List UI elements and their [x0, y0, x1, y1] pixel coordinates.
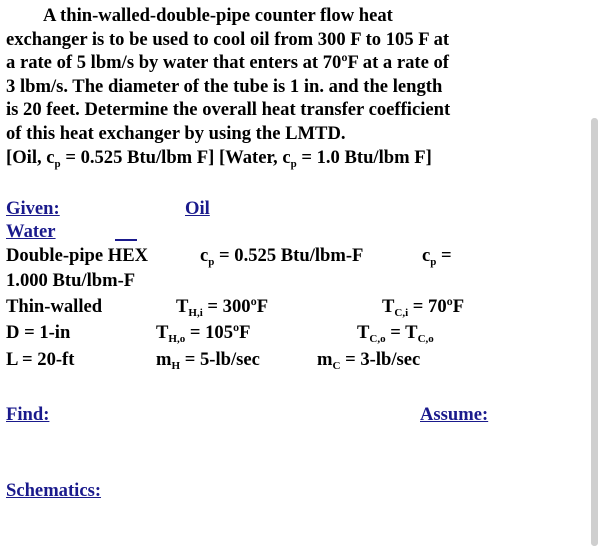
tube-length: L = 20-ft — [6, 349, 75, 370]
cold-inlet-temp: $T_{C,i}$ = 70ºF — [382, 296, 465, 319]
problem-line: of this heat exchanger by using the LMTD. — [6, 122, 346, 144]
hot-inlet-temp: $T_{H,i}$ = 300ºF — [176, 296, 269, 319]
find-heading: Find: — [6, 404, 50, 425]
schematics-heading: Schematics: — [6, 480, 102, 501]
water-cp-value: 1.000 Btu/lbm-F — [6, 270, 136, 291]
thin-walled: Thin-walled — [6, 296, 103, 317]
problem-line: exchanger is to be used to cool oil from 300 F to 105 F at — [6, 28, 450, 50]
cold-outlet-temp: $T_{C,o} = T_{C,o}$ — [357, 322, 434, 345]
problem-line: a rate of 5 lbm/s by water that enters at 70ºF at a rate of — [6, 52, 449, 74]
tube-diameter: D = 1-in — [6, 322, 71, 343]
problem-statement — [6, 4, 500, 169]
hot-mass-flow: $m_H = 5-lb/\sec$ — [156, 349, 260, 372]
problem-line: A thin-walled-double-pipe counter flow heat — [43, 5, 393, 26]
problem-line: 3 lbm/s. The diameter of the tube is 1 in. and the length — [6, 75, 443, 97]
scrollbar-thumb[interactable] — [591, 118, 598, 546]
hex-type: Double-pipe HEX — [6, 245, 149, 266]
properties-line: [Oil, $c_p = 0.525$ Btu/lbm F] [Water, $c_p = 1.0$ Btu/lbm F] — [6, 146, 432, 170]
vertical-scrollbar[interactable] — [591, 118, 598, 546]
blank-underline — [115, 239, 137, 241]
problem-line: is 20 feet. Determine the overall heat transfer coefficient — [6, 99, 451, 121]
water-specific-heat: $c_p$ = — [422, 245, 452, 268]
given-heading: Given: — [6, 198, 60, 219]
oil-heading: Oil — [185, 198, 210, 219]
assume-heading: Assume: — [420, 404, 489, 425]
oil-specific-heat: $c_p = 0.525$ Btu/lbm-F — [200, 245, 364, 268]
cold-mass-flow: $m_C = 3-lb/\sec$ — [317, 349, 421, 372]
hot-outlet-temp: $T_{H,o}$ = 105ºF — [156, 322, 251, 345]
water-heading: Water — [6, 221, 56, 242]
